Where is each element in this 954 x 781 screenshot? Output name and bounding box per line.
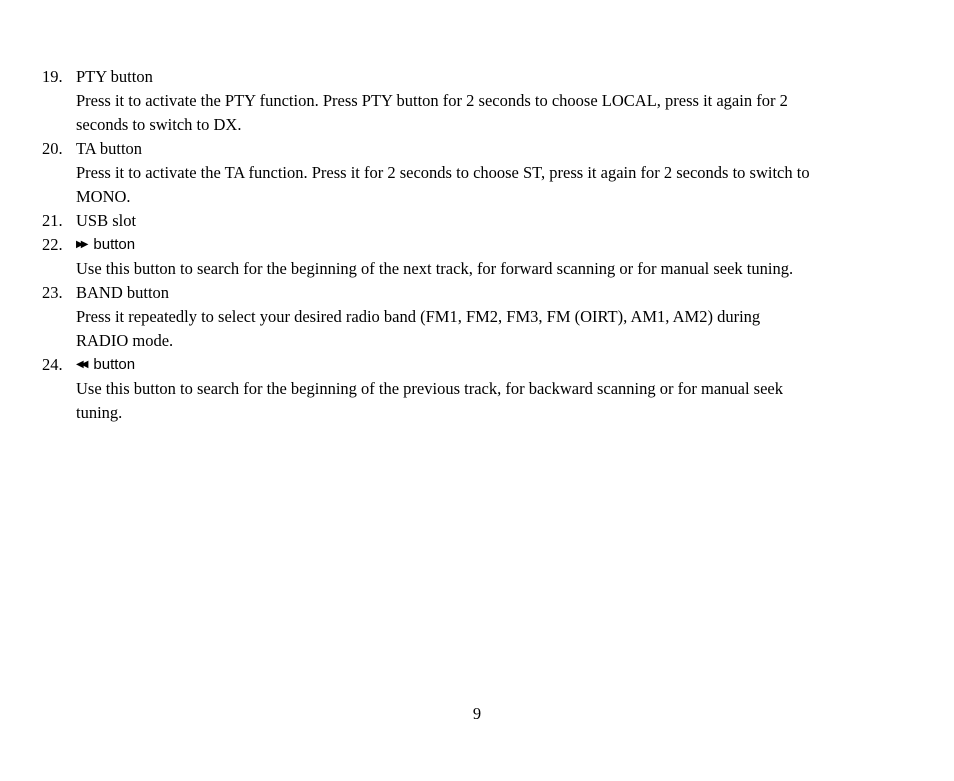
list-item-band <box>42 281 902 353</box>
item-title: PTY button <box>76 67 153 86</box>
item-title: button <box>93 356 136 373</box>
item-description-line: Press it to activate the TA function. Press it for 2 seconds to choose ST, press it again for 2 seconds to switch to <box>76 163 810 182</box>
item-number: 21. <box>42 211 63 230</box>
list-item-fast-forward <box>42 233 902 281</box>
page-number: 9 <box>472 704 482 723</box>
item-description-line: seconds to switch to DX. <box>76 115 242 134</box>
list-item-fast-rewind <box>42 353 902 425</box>
fast-rewind-icon: ◀◀ <box>76 359 86 370</box>
item-number: 24. <box>42 355 63 374</box>
item-number: 20. <box>42 139 63 158</box>
item-title-row <box>76 353 902 377</box>
item-number: 19. <box>42 67 63 86</box>
item-title: USB slot <box>76 211 137 230</box>
item-description-line: Use this button to search for the beginning of the next track, for forward scanning or for manual seek tuning. <box>76 259 794 278</box>
list-item-usb-slot <box>42 209 902 233</box>
item-title: button <box>93 236 136 253</box>
item-number: 22. <box>42 235 63 254</box>
button-description-list <box>42 65 902 425</box>
item-description-line: RADIO mode. <box>76 331 174 350</box>
item-description-line: tuning. <box>76 403 123 422</box>
item-title: BAND button <box>76 283 170 302</box>
item-description-line: MONO. <box>76 187 131 206</box>
item-title-row <box>76 233 902 257</box>
item-description-line: Use this button to search for the beginning of the previous track, for backward scanning or for manual seek <box>76 379 783 398</box>
fast-forward-icon: ▶▶ <box>76 239 86 250</box>
item-description-line: Press it to activate the PTY function. Press PTY button for 2 seconds to choose LOCAL, press it again for 2 <box>76 91 788 110</box>
item-description-line: Press it repeatedly to select your desired radio band (FM1, FM2, FM3, FM (OIRT), AM1, AM2) during <box>76 307 761 326</box>
item-title: TA button <box>76 139 143 158</box>
list-item-pty <box>42 65 902 137</box>
list-item-ta <box>42 137 902 209</box>
item-number: 23. <box>42 283 63 302</box>
